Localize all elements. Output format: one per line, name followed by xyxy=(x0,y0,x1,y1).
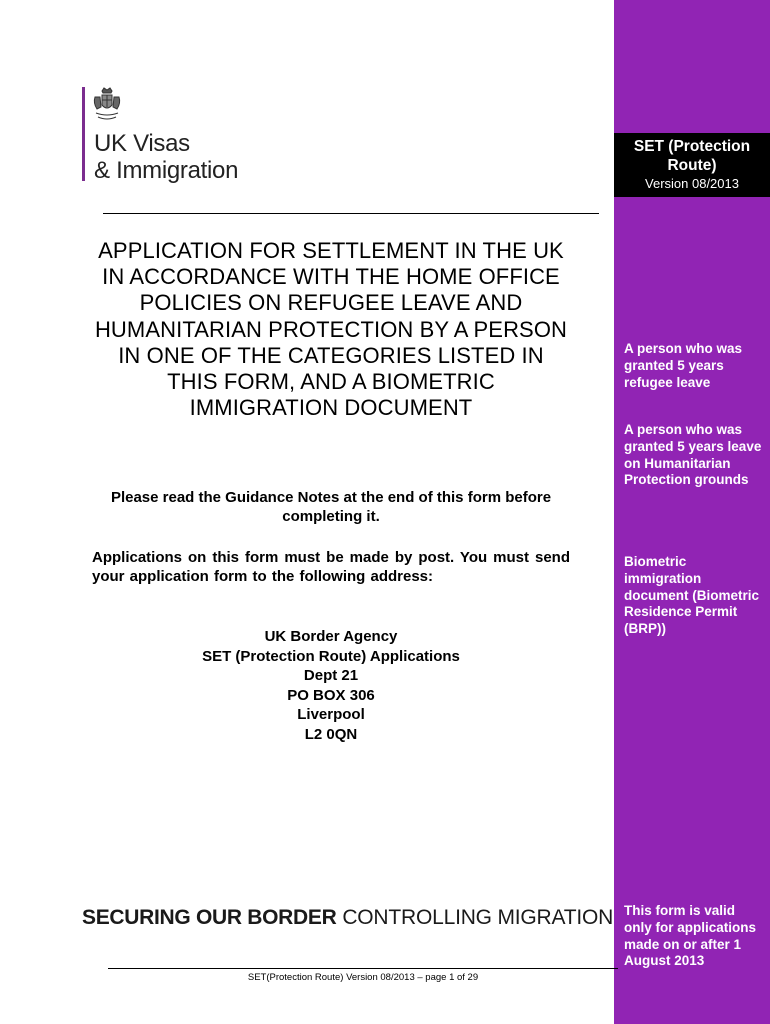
postal-address xyxy=(92,627,570,744)
logo-text-line2: & Immigration xyxy=(94,157,239,184)
form-version: Version 08/2013 xyxy=(645,176,739,191)
category-humanitarian-protection: A person who was granted 5 years leave on Humanitarian Protection grounds xyxy=(624,422,762,488)
slogan-bold: SECURING OUR BORDER xyxy=(82,906,337,929)
crest-icon xyxy=(92,87,122,127)
postal-instructions: Applications on this form must be made by post. You must send your application form to the following address: xyxy=(92,549,570,585)
address-line: PO BOX 306 xyxy=(287,686,375,704)
form-id-title: SET (Protection Route) xyxy=(633,138,751,174)
slogan-light: CONTROLLING MIGRATION xyxy=(342,906,614,929)
address-line: SET (Protection Route) Applications xyxy=(202,647,460,665)
guidance-note: Please read the Guidance Notes at the end of this form before completing it. xyxy=(110,489,552,525)
address-line: L2 0QN xyxy=(304,725,358,743)
slogan xyxy=(82,905,613,931)
title-divider xyxy=(103,213,599,214)
category-biometric-document: Biometric immigration document (Biometric Residence Permit (BRP)) xyxy=(624,554,760,637)
form-id-box xyxy=(614,133,770,197)
form-title: APPLICATION FOR SETTLEMENT IN THE UK IN ACCORDANCE WITH THE HOME OFFICE POLICIES ON REFUGEE LEAVE AND HUMANITARIAN PROTECTION BY A PERSON IN ONE OF THE CATEGORIES LISTED IN THIS FORM, AND A BIOMETRIC IMMIGRATION DOCUMENT xyxy=(94,238,568,421)
logo-bar xyxy=(82,87,85,181)
validity-note: This form is valid only for applications made on or after 1 August 2013 xyxy=(624,903,757,969)
address-line: UK Border Agency xyxy=(264,628,398,645)
logo-text-line1: UK Visas xyxy=(94,130,190,157)
category-refugee-leave: A person who was granted 5 years refugee leave xyxy=(624,341,743,390)
footer-divider xyxy=(108,968,618,969)
address-line: Liverpool xyxy=(297,706,365,723)
address-line: Dept 21 xyxy=(303,667,359,684)
page-footer: SET(Protection Route) Version 08/2013 – page 1 of 29 xyxy=(247,972,479,983)
